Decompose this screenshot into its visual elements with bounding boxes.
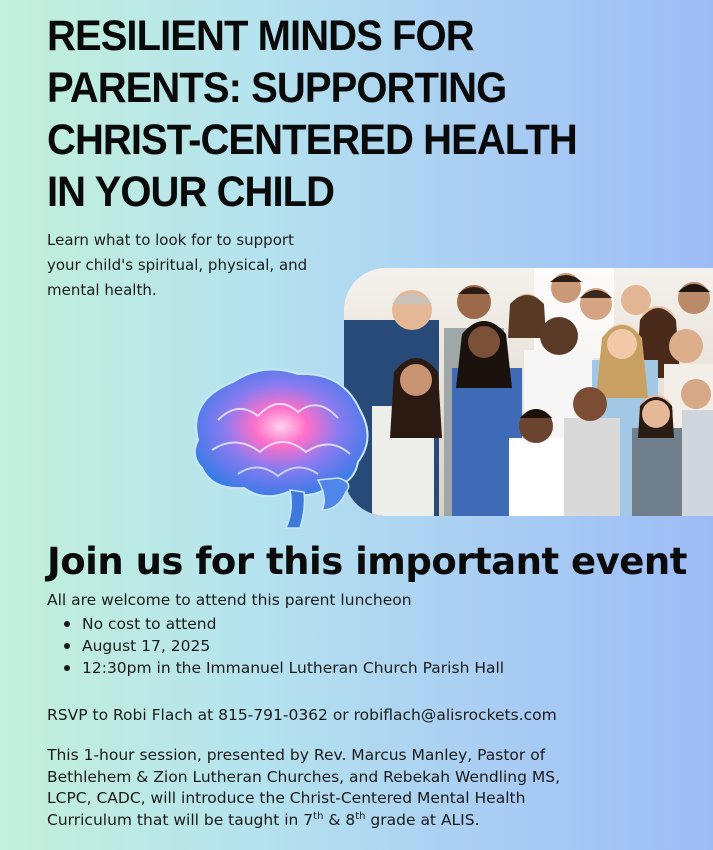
- session-line-2: Bethlehem & Zion Lutheran Churches, and Rebekah Wendling MS,: [47, 767, 561, 786]
- session-line-1: This 1-hour session, presented by Rev. Marcus Manley, Pastor of: [47, 746, 546, 764]
- page-title: [47, 10, 605, 218]
- group-photo: [344, 268, 713, 516]
- superscript-th: th: [313, 810, 324, 822]
- superscript-th: th: [355, 810, 366, 822]
- brain-illustration: [178, 360, 378, 535]
- list-item: No cost to attend: [62, 613, 504, 635]
- event-details-list: [62, 613, 504, 679]
- title-line-1: RESILIENT MINDS FOR: [47, 12, 474, 60]
- list-item: August 17, 2025: [62, 635, 504, 657]
- group-photo-illustration: [344, 268, 713, 516]
- intro-line-2: your child's spiritual, physical, and: [47, 256, 308, 274]
- title-line-4: IN YOUR CHILD: [47, 168, 335, 216]
- title-line-3: CHRIST-CENTERED HEALTH: [47, 116, 577, 164]
- rsvp-text: RSVP to Robi Flach at 815-791-0362 or robiflach@alisrockets.com: [47, 706, 557, 724]
- session-line-4: [47, 810, 697, 832]
- intro-line-1: Learn what to look for to support: [47, 231, 294, 249]
- title-line-2: PARENTS: SUPPORTING: [47, 64, 507, 112]
- intro-text: [47, 228, 377, 303]
- list-item: 12:30pm in the Immanuel Lutheran Church Parish Hall: [62, 657, 504, 679]
- session-description: [47, 745, 697, 831]
- intro-line-3: mental health.: [47, 281, 157, 299]
- brain-icon: [178, 360, 378, 535]
- session-line-4-c: grade at ALIS.: [365, 810, 480, 829]
- session-line-3: LCPC, CADC, will introduce the Christ-Centered Mental Health: [47, 789, 526, 807]
- welcome-text: All are welcome to attend this parent luncheon: [47, 591, 412, 609]
- session-line-4-a: Curriculum that will be taught in 7: [47, 810, 314, 829]
- session-line-4-b: & 8: [323, 810, 356, 829]
- event-heading: Join us for this important event: [47, 540, 687, 583]
